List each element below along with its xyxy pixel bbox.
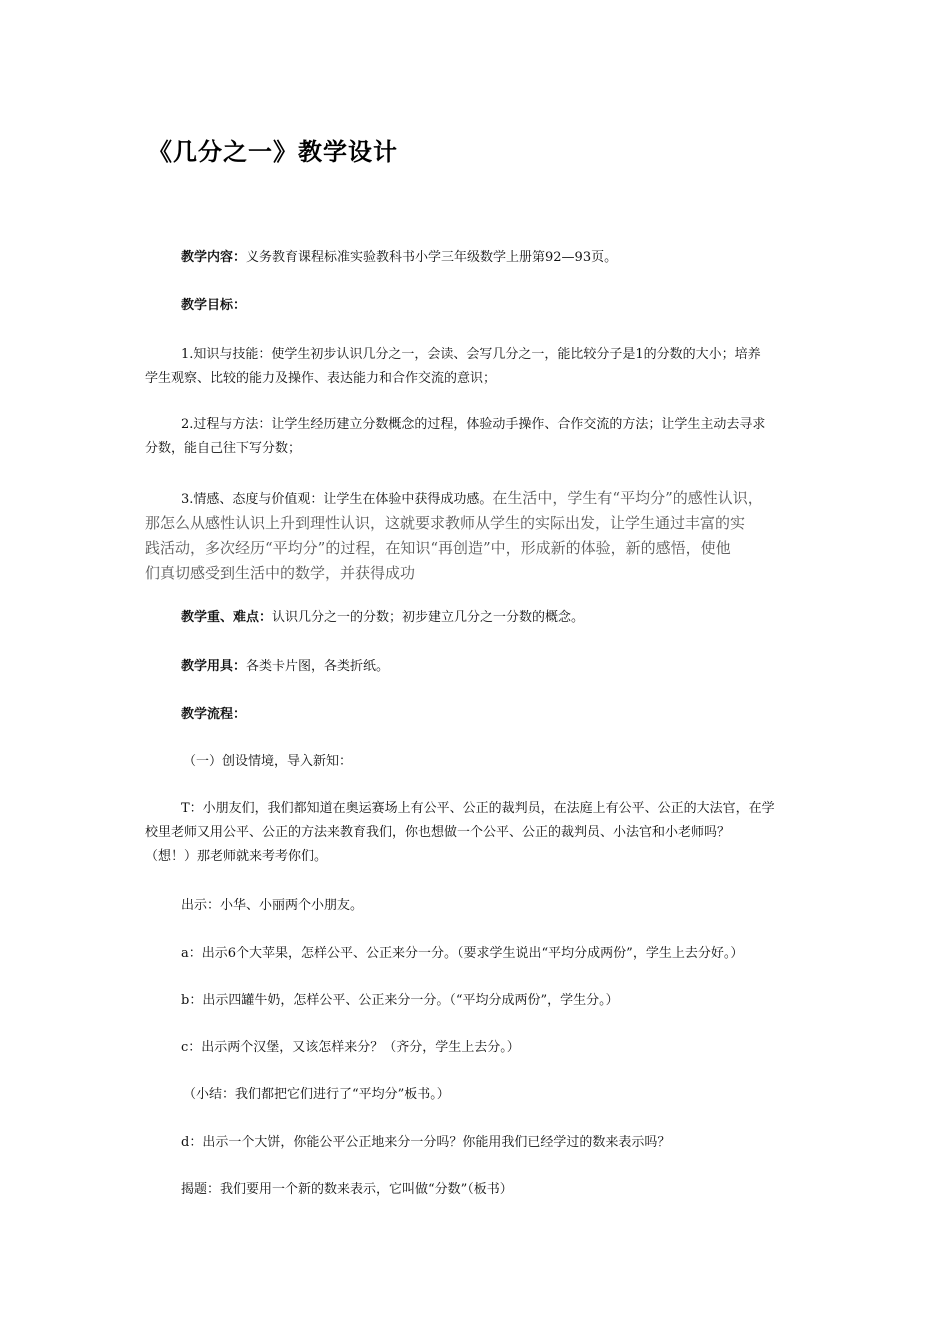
teaching-content-text: 义务教育课程标准实验教科书小学三年级数学上册第92—93页。	[246, 250, 618, 265]
teaching-content-label: 教学内容：	[181, 250, 247, 265]
teaching-tools	[145, 654, 846, 680]
show-line: 出示：小华、小丽两个小朋友。	[181, 898, 364, 913]
teaching-content	[145, 245, 846, 271]
key-points-label: 教学重、难点：	[181, 610, 273, 625]
goal-2-line-1: 2.过程与方法：让学生经历建立分数概念的过程，体验动手操作、合作交流的方法；让学生主动去寻求	[181, 417, 766, 432]
item-a: a：出示6个大苹果，怎样公平、公正来分一分。（要求学生说出“平均分成两份”，学生上去分好。）	[181, 946, 744, 961]
goal-3-line-4: 们真切感受到生活中的数学，并获得成功	[145, 564, 416, 582]
goal-2-line-2: 分数，能自己往下写分数；	[145, 441, 302, 456]
summary-line: （小结：我们都把它们进行了“平均分”板书。）	[183, 1087, 450, 1102]
section-1-heading: （一）创设情境，导入新知：	[183, 754, 353, 769]
teaching-tools-text: 各类卡片图，各类折纸。	[246, 659, 390, 674]
key-points-text: 认识几分之一的分数；初步建立几分之一分数的概念。	[272, 610, 585, 625]
goal-3-line-1b: 在生活中，学生有“平均分”的感性认识，	[492, 489, 763, 507]
teacher-line-3: （想！）那老师就来考考你们。	[145, 849, 328, 864]
goal-3-line-1a: 3.情感、态度与价值观：让学生在体验中获得成功感。	[181, 492, 493, 507]
item-c: c：出示两个汉堡，又该怎样来分？（齐分，学生上去分。）	[181, 1040, 520, 1055]
teaching-goals-heading	[145, 293, 846, 319]
item-d: d：出示一个大饼，你能公平公正地来分一分吗？你能用我们已经学过的数来表示吗？	[181, 1135, 671, 1150]
goal-3-line-1	[145, 485, 846, 513]
teaching-goals-label: 教学目标：	[181, 298, 247, 313]
teaching-process-label: 教学流程：	[181, 707, 247, 722]
document-title: 《几分之一》教学设计	[148, 138, 398, 166]
goal-3-line-3: 践活动，多次经历“平均分”的过程，在知识“再创造”中，形成新的体验，新的感悟，使他	[145, 539, 731, 557]
teaching-process-heading	[145, 702, 846, 728]
teacher-line-2: 校里老师又用公平、公正的方法来教育我们，你也想做一个公平、公正的裁判员、小法官和小老师吗？	[145, 825, 731, 840]
goal-1-line-2: 学生观察、比较的能力及操作、表达能力和合作交流的意识；	[145, 371, 497, 386]
item-b: b：出示四罐牛奶，怎样公平、公正来分一分。（“平均分成两份”，学生分。）	[181, 993, 619, 1008]
teaching-tools-label: 教学用具：	[181, 659, 247, 674]
goal-1-line-1: 1.知识与技能：使学生初步认识几分之一，会读、会写几分之一，能比较分子是1的分数的大小；培养	[181, 347, 761, 362]
teacher-line-1: T：小朋友们，我们都知道在奥运赛场上有公平、公正的裁判员，在法庭上有公平、公正的大法官，在学	[181, 801, 775, 816]
reveal-line: 揭题：我们要用一个新的数来表示，它叫做“分数”（板书）	[181, 1182, 513, 1197]
key-points	[145, 605, 846, 631]
goal-3-line-2: 那怎么从感性认识上升到理性认识，这就要求教师从学生的实际出发，让学生通过丰富的实	[145, 514, 746, 532]
